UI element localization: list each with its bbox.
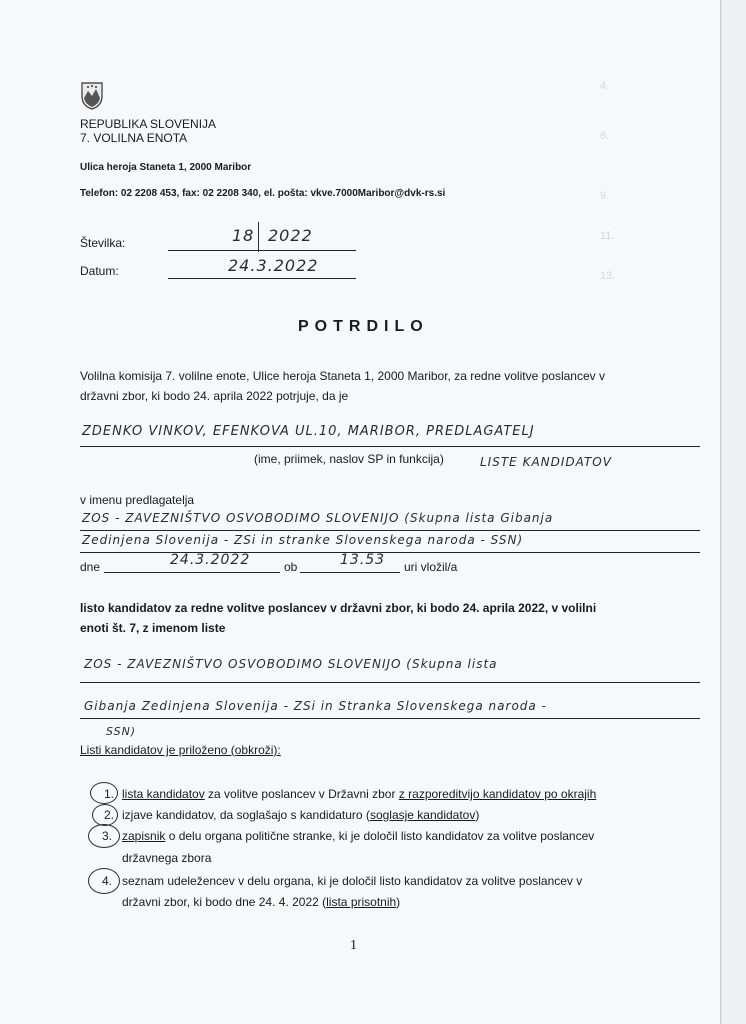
intro-line-1: Volilna komisija 7. volilne enote, Ulice heroja Staneta 1, 2000 Maribor, za redne volitve poslancev v <box>80 369 605 383</box>
attachments-heading: Listi kandidatov je priloženo (obkroži): <box>80 743 281 757</box>
item-number: 1. <box>104 787 115 801</box>
item-number: 4. <box>102 874 113 888</box>
number-right: 2022 <box>268 226 313 245</box>
contact-info: Telefon: 02 2208 453, fax: 02 2208 340, el. pošta: vkve.7000Maribor@dvk-rs.si <box>80 188 446 199</box>
item-number: 2. <box>104 808 115 822</box>
attachment-item-3: zapisnik o delu organa politične stranke, ki je določil listo kandidatov za volitve poslancev <box>122 829 595 843</box>
attachment-item-3-line-2: državnega zbora <box>122 851 212 865</box>
list-name-handwritten-3: SSN) <box>106 725 137 738</box>
proposer-line-1 <box>80 530 700 531</box>
intro-line-2: državni zbor, ki bodo 24. aprila 2022 potrjuje, da je <box>80 389 349 403</box>
dne-label: dne <box>80 560 101 574</box>
attachment-item-2: izjave kandidatov, da soglašajo s kandidaturo (soglasje kandidatov) <box>122 808 480 822</box>
number-divider <box>258 222 259 252</box>
submitter-line <box>80 446 700 447</box>
address: Ulica heroja Staneta 1, 2000 Maribor <box>80 162 252 173</box>
submitter-handwritten: ZDENKO VINKOV, EFENKOVA UL.10, MARIBOR, PREDLAGATELJ <box>82 424 535 439</box>
number-line <box>168 250 356 251</box>
bleed-through: 9. <box>600 190 610 202</box>
electoral-unit: 7. VOLILNA ENOTA <box>80 131 188 145</box>
date-submitted: 24.3.2022 <box>170 552 251 568</box>
proposer-handwritten-1: ZOS - ZAVEZNIŠTVO OSVOBODIMO SLOVENIJO (Skupna lista Gibanja <box>82 511 554 525</box>
list-name-line-1 <box>80 682 700 683</box>
bleed-through: 6. <box>600 130 610 142</box>
attachment-item-4: seznam udeležencev v delu organa, ki je določil listo kandidatov za volitve poslancev v <box>122 874 583 888</box>
attachment-item-4-line-2: državni zbor, ki bodo dne 24. 4. 2022 (lista prisotnih) <box>122 895 401 909</box>
ob-label: ob <box>284 560 298 574</box>
time-line <box>300 572 400 573</box>
document-title: POTRDILO <box>298 318 429 335</box>
submitter-handwritten-2: LISTE KANDIDATOV <box>480 455 612 469</box>
date-value: 24.3.2022 <box>228 256 319 275</box>
submission-suffix: uri vložil/a <box>404 560 458 574</box>
attachment-item-1: lista kandidatov za volitve poslancev v Državni zbor z razporeditvijo kandidatov po okrajih <box>122 787 597 801</box>
proposer-label: v imenu predlagatelja <box>80 493 195 507</box>
submitter-hint: (ime, priimek, naslov SP in funkcija) <box>254 452 444 466</box>
item-number: 3. <box>102 829 113 843</box>
page-number: 1 <box>350 938 357 953</box>
page-edge <box>722 0 746 1024</box>
date-line <box>168 278 356 279</box>
bleed-through: 13. <box>600 270 616 282</box>
date-label: Datum: <box>80 264 119 278</box>
time-submitted: 13.53 <box>340 552 386 568</box>
list-name-handwritten-2: Gibanja Zedinjena Slovenija - ZSi in Stranka Slovenskega naroda - <box>84 699 547 713</box>
list-text-line-2: enoti št. 7, z imenom liste <box>80 621 226 635</box>
list-text-line-1: listo kandidatov za redne volitve poslancev v državni zbor, ki bodo 24. aprila 2022, v volilni <box>80 601 597 615</box>
list-name-line-2 <box>80 718 700 719</box>
list-name-handwritten-1: ZOS - ZAVEZNIŠTVO OSVOBODIMO SLOVENIJO (Skupna lista <box>84 657 498 671</box>
number-label: Številka: <box>80 236 126 250</box>
bleed-through: 4. <box>600 80 610 92</box>
number-left: 18 <box>232 226 255 245</box>
proposer-handwritten-2: Zedinjena Slovenija - ZSi in stranke Slovenskega naroda - SSN) <box>82 533 524 547</box>
coat-of-arms-icon <box>80 80 104 110</box>
bleed-through: 11. <box>600 230 615 242</box>
country-name: REPUBLIKA SLOVENIJA <box>80 117 217 131</box>
date-submitted-line <box>104 572 280 573</box>
